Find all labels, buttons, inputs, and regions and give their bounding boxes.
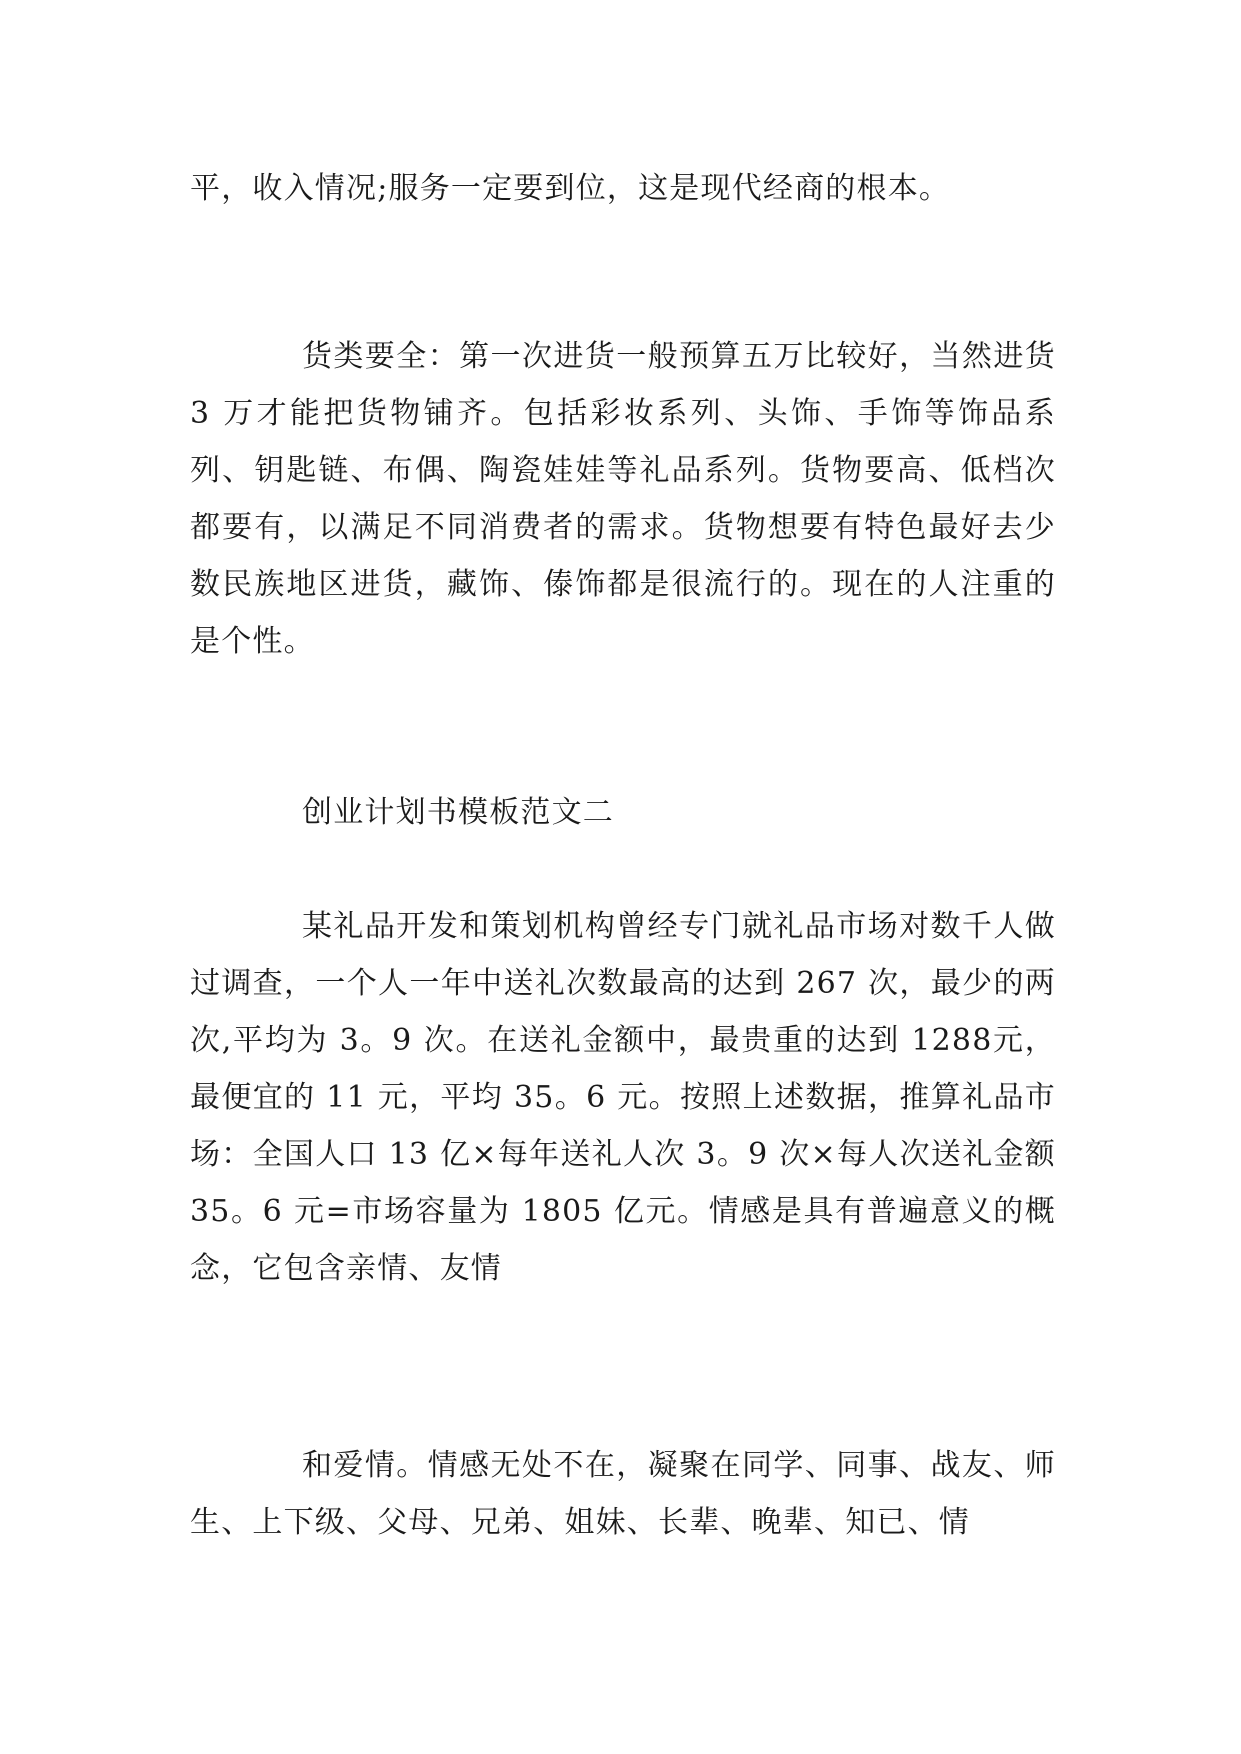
paragraph-goods-variety: 货类要全：第一次进货一般预算五万比较好，当然进货 3 万才能把货物铺齐。包括彩妆系列、头饰、手饰等饰品系列、钥匙链、布偶、陶瓷娃娃等礼品系列。货物要高、低档次都要有，以满足不同消费者的需求。货物想要有特色最好去少数民族地区进货，藏饰、傣饰都是很流行的。现在的人注重的是个性。	[190, 339, 1056, 659]
section-heading: 创业计划书模板范文二	[302, 795, 614, 830]
paragraph-gift-market-survey: 某礼品开发和策划机构曾经专门就礼品市场对数千人做过调查，一个人一年中送礼次数最高的达到 267 次，最少的两次,平均为 3。9 次。在送礼金额中，最贵重的达到 1288元，最便宜的 11 元，平均 35。6 元。按照上述数据，推算礼品市场：全国人口 13 亿×每年送礼人次 3。9 次×每人次送礼金额 35。6 元=市场容量为 1805 亿元。情感是具有普遍意义的概念，它包含亲情、友情	[190, 909, 1056, 1286]
paragraph-service-fragment: 平，收入情况;服务一定要到位，这是现代经商的根本。	[190, 171, 951, 206]
paragraph-emotion-fragment: 和爱情。情感无处不在，凝聚在同学、同事、战友、师生、上下级、父母、兄弟、姐妹、长辈、晚辈、知已、情	[190, 1448, 1056, 1540]
